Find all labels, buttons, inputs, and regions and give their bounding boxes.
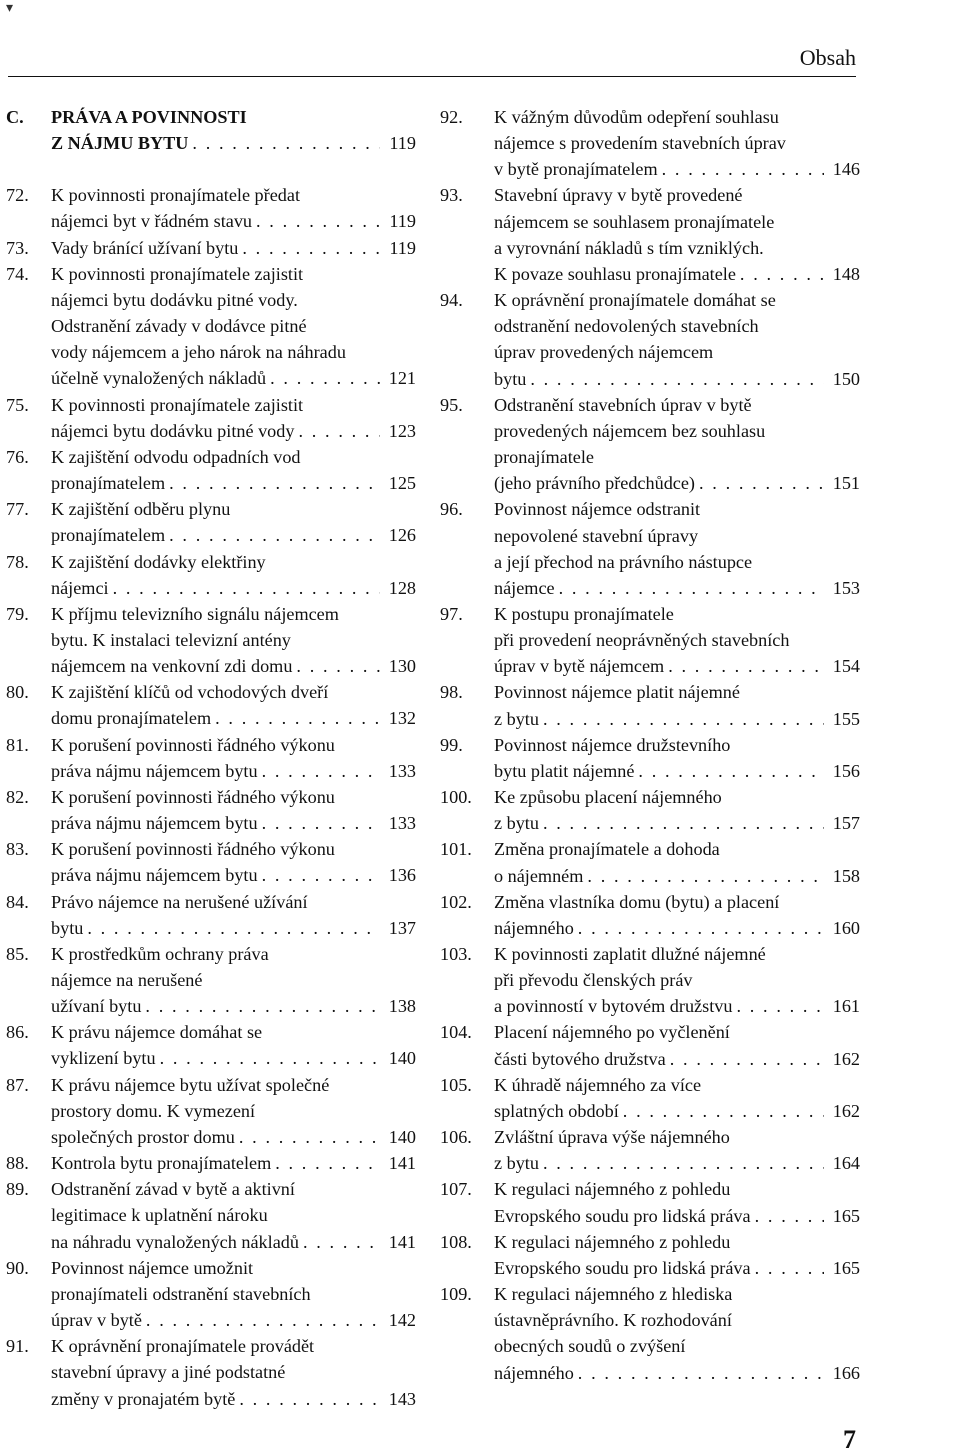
toc-entry-title-line: K právu nájemce domáhat se (51, 1022, 263, 1043)
toc-entry-page: 137 (388, 917, 416, 938)
dot-leader (262, 810, 380, 836)
toc-entry-title-line: bytu. K instalaci televizní antény (51, 629, 291, 650)
toc-entry-title-line: K regulaci nájemného z pohledu (494, 1179, 731, 1200)
toc-entry-page: 150 (832, 368, 860, 389)
dot-leader (256, 208, 380, 234)
toc-entry-title-line: Povinnost nájemce umožnit (51, 1257, 254, 1278)
toc-entry[interactable] (440, 679, 860, 731)
dot-leader (145, 993, 380, 1019)
toc-entry-number: 75. (6, 394, 29, 415)
toc-entry-number: 86. (6, 1022, 29, 1043)
toc-entry-title-line: na náhradu vynaložených nákladů (51, 1231, 299, 1252)
dot-leader (270, 365, 380, 391)
toc-entry-title-line: K oprávnění pronajímatele provádět (51, 1336, 315, 1357)
toc-entry-title-line: Zvláštní úprava výše nájemného (494, 1127, 730, 1148)
toc-entry-title-line: nájemci bytu dodávku pitné vody (51, 420, 295, 441)
toc-entry[interactable] (440, 836, 860, 888)
toc-entry-title-line: K povinnosti pronajímatele zajistit (51, 263, 304, 284)
toc-entry-page: 156 (832, 760, 860, 781)
toc-entry[interactable] (6, 836, 416, 888)
toc-entry-title-line: Povinnost nájemce platit nájemné (494, 682, 740, 703)
toc-entry-title-line: Evropského soudu pro lidská práva (494, 1205, 751, 1226)
toc-entry-title-line: nepovolené stavební úpravy (494, 525, 699, 546)
toc-entry-number: 101. (440, 839, 472, 860)
toc-entry-title-line: Povinnost nájemce odstranit (494, 499, 701, 520)
toc-entry-title-line: pronajímateli odstranění stavebních (51, 1283, 311, 1304)
toc-entry-title-line: Povinnost nájemce družstevního (494, 734, 731, 755)
toc-entry[interactable] (440, 784, 860, 836)
toc-entry-page: 126 (388, 525, 416, 546)
toc-entry[interactable] (6, 1150, 416, 1176)
toc-entry-title-line: vody nájemcem a jeho nárok na náhradu (51, 342, 346, 363)
toc-entry-title-line: Z NÁJMU BYTU (51, 133, 189, 154)
toc-entry-page: 160 (832, 917, 860, 938)
toc-entry-page: 161 (832, 996, 860, 1017)
toc-entry[interactable] (440, 1176, 860, 1228)
dot-leader (275, 1150, 380, 1176)
toc-entry-page: 154 (832, 656, 860, 677)
toc-entry-page: 121 (388, 368, 416, 389)
dot-leader (668, 653, 824, 679)
dot-leader (169, 470, 380, 496)
toc-entry-number: 88. (6, 1153, 29, 1174)
toc-entry-title-line: K porušení povinnosti řádného výkonu (51, 734, 335, 755)
toc-entry-number: 87. (6, 1074, 29, 1095)
toc-entry-page: 123 (388, 420, 416, 441)
toc-entry-number: 73. (6, 237, 29, 258)
toc-entry-page: 151 (832, 473, 860, 494)
toc-entry-title-line: Změna vlastníka domu (bytu) a placení (494, 891, 780, 912)
toc-entry-title-line: práva nájmu nájemcem bytu (51, 813, 258, 834)
toc-entry-page: 164 (832, 1153, 860, 1174)
dot-leader (160, 1045, 380, 1071)
toc-entry-title-line: Změna pronajímatele a dohoda (494, 839, 720, 860)
toc-entry-page: 119 (389, 211, 416, 232)
page-number: 7 (843, 1425, 856, 1454)
toc-entry-title-line: K oprávnění pronajímatele domáhat se (494, 290, 776, 311)
toc-entry-title-line: o nájemném (494, 865, 584, 886)
toc-entry-number: 99. (440, 734, 463, 755)
toc-entry-number: 90. (6, 1257, 29, 1278)
toc-entry-title-line: a povinností v bytovém družstvu (494, 996, 733, 1017)
toc-entry-title-line: Odstranění stavebních úprav v bytě (494, 394, 752, 415)
toc-entry[interactable] (440, 392, 860, 497)
toc-entry[interactable] (440, 941, 860, 1019)
toc-entry-title-line: K zajištění odběru plynu (51, 499, 231, 520)
toc-entry-title-line: obecných soudů o zvýšení (494, 1336, 686, 1357)
toc-entry-title-line: odstranění nedovolených stavebních (494, 316, 759, 337)
dot-leader (578, 915, 824, 941)
toc-entry-title-line: a její přechod na právního nástupce (494, 551, 753, 572)
dot-leader (638, 758, 824, 784)
toc-entry[interactable] (440, 1072, 860, 1124)
toc-entry-number: 85. (6, 943, 29, 964)
toc-entry-title-line: nájemce (494, 577, 555, 598)
toc-entry-number: 102. (440, 891, 472, 912)
dot-leader (303, 1229, 380, 1255)
toc-entry-title-line: užívaní bytu (51, 996, 142, 1017)
toc-entry[interactable] (6, 784, 416, 836)
toc-entry-number: 105. (440, 1074, 472, 1095)
toc-entry-title-line: provedených nájemcem bez souhlasu (494, 420, 766, 441)
toc-entry-page: 165 (832, 1205, 860, 1226)
toc-entry-title-line: pronajímatelem (51, 525, 166, 546)
toc-entry-title-line: nájemného (494, 917, 574, 938)
toc-entry-title-line: K příjmu televizního signálu nájemcem (51, 603, 339, 624)
toc-entry-title-line: změny v pronajatém bytě (51, 1388, 236, 1409)
toc-entry[interactable] (440, 1281, 860, 1386)
toc-entry-title-line: K povinnosti zaplatit dlužné nájemné (494, 944, 766, 964)
toc-entry-number: C. (6, 107, 24, 127)
toc-entry-title-line: K zajištění klíčů od vchodových dveří (51, 682, 329, 703)
dot-leader (543, 1150, 824, 1176)
dot-leader (239, 1386, 380, 1412)
toc-entry-number: 91. (6, 1336, 29, 1357)
toc-entry-number: 84. (6, 891, 29, 912)
toc-entry[interactable] (6, 941, 416, 1019)
toc-entry-page: 133 (388, 813, 416, 834)
toc-entry-page: 140 (388, 1126, 416, 1147)
toc-entry-title-line: v bytě pronajímatelem (494, 159, 658, 180)
toc-entry-page: 132 (388, 708, 416, 729)
dot-leader (262, 758, 380, 784)
dot-leader (736, 993, 824, 1019)
toc-entry-title-line: Stavební úpravy v bytě provedené (494, 185, 743, 206)
toc-entry-page: 146 (832, 159, 860, 180)
toc-entry[interactable] (6, 104, 416, 156)
toc-entry-title-line: K povinnosti pronajímatele předat (51, 185, 301, 206)
toc-entry[interactable] (6, 679, 416, 731)
toc-entry-page: 141 (388, 1231, 416, 1252)
toc-entry[interactable] (6, 496, 416, 548)
dot-leader (146, 1307, 380, 1333)
toc-entry[interactable] (6, 1333, 416, 1411)
toc-entry[interactable] (6, 601, 416, 679)
toc-entry-page: 125 (388, 473, 416, 494)
toc-entry[interactable] (440, 732, 860, 784)
toc-entry-title-line: části bytového družstva (494, 1048, 666, 1069)
dot-leader (699, 470, 824, 496)
dot-leader (192, 130, 380, 156)
dot-leader (543, 706, 824, 732)
toc-entry-title-line: při provedení neoprávněných stavebních (494, 630, 790, 651)
toc-entry-title-line: K prostředkům ochrany práva (51, 943, 269, 964)
toc-entry-number: 78. (6, 551, 29, 572)
toc-entry-number: 80. (6, 682, 29, 703)
toc-entry-title-line: K porušení povinnosti řádného výkonu (51, 839, 335, 860)
toc-entry-title-line: Placení nájemného po vyčlenění (494, 1022, 730, 1043)
toc-entry-title-line: pronajímatele (494, 447, 594, 468)
toc-entry-page: 162 (832, 1048, 860, 1069)
toc-entry-title-line: práva nájmu nájemcem bytu (51, 760, 258, 781)
toc-entry-title-line: bytu (51, 917, 84, 938)
dot-leader (662, 156, 824, 182)
toc-entry-page: 119 (389, 133, 416, 154)
toc-entry-title-line: společných prostor domu (51, 1126, 235, 1147)
toc-entry[interactable] (440, 182, 860, 287)
toc-entry-title-line: nájemcem se souhlasem pronajímatele (494, 211, 775, 232)
toc-entry-number: 72. (6, 185, 29, 206)
toc-entry-title-line: a vyrovnání nákladů s tím vzniklých. (494, 237, 764, 258)
toc-entry-title-line: nájemce s provedením stavebních úprav (494, 133, 786, 154)
toc-entry-title-line: nájemci (51, 577, 109, 598)
toc-entry-number: 107. (440, 1179, 472, 1200)
toc-entry-number: 89. (6, 1179, 29, 1200)
dot-leader (755, 1203, 824, 1229)
toc-entry-number: 82. (6, 786, 29, 807)
dot-leader (755, 1255, 824, 1281)
toc-entry-number: 92. (440, 107, 463, 127)
toc-entry[interactable] (440, 1124, 860, 1176)
running-head-title: Obsah (799, 45, 856, 70)
dot-leader (169, 522, 380, 548)
toc-entry-title-line: K postupu pronajímatele (494, 603, 674, 624)
toc-entry-title-line: úprav v bytě nájemcem (494, 656, 665, 677)
toc-entry-title-line: K regulaci nájemného z pohledu (494, 1231, 731, 1252)
toc-entry-title-line: Odstranění závad v bytě a aktivní (51, 1179, 295, 1200)
toc-entry[interactable] (6, 1255, 416, 1333)
toc-entry-title-line: Ke způsobu placení nájemného (494, 787, 722, 808)
toc-entry-title-line: legitimace k uplatnění nároku (51, 1205, 268, 1226)
dot-leader (215, 705, 380, 731)
toc-entry-title-line: Evropského soudu pro lidská práva (494, 1257, 751, 1278)
toc-entry-number: 97. (440, 603, 463, 624)
toc-right-column (440, 104, 860, 1386)
toc-entry-page: 142 (388, 1310, 416, 1331)
toc-entry-page: 133 (388, 760, 416, 781)
header-rule (8, 76, 856, 77)
dot-leader (530, 366, 824, 392)
toc-entry-title-line: pronajímatelem (51, 473, 166, 494)
toc-entry-page: 153 (832, 577, 860, 598)
toc-entry-number: 76. (6, 446, 29, 467)
dot-leader (740, 261, 824, 287)
toc-left-column (6, 104, 416, 1412)
toc-entry-page: 136 (388, 865, 416, 886)
toc-entry[interactable] (6, 182, 416, 234)
toc-entry-page: 162 (832, 1100, 860, 1121)
toc-entry-number: 83. (6, 839, 29, 860)
toc-entry-title-line: K zajištění odvodu odpadních vod (51, 446, 301, 467)
dot-leader (298, 418, 380, 444)
toc-entry-number: 109. (440, 1284, 472, 1305)
toc-entry-page: 140 (388, 1048, 416, 1069)
toc-entry-title-line: nájemci byt v řádném stavu (51, 211, 253, 232)
toc-entry[interactable] (6, 261, 416, 392)
toc-entry-title-line: K regulaci nájemného z hlediska (494, 1284, 733, 1305)
toc-entry-page: 130 (388, 656, 416, 677)
toc-entry[interactable] (6, 1072, 416, 1150)
toc-entry-title-line: nájemce na nerušené (51, 970, 203, 990)
dot-leader (587, 863, 824, 889)
toc-entry-page: 138 (388, 996, 416, 1017)
toc-entry-title-line: K vážným důvodům odepření souhlasu (494, 107, 779, 127)
toc-entry[interactable] (440, 601, 860, 679)
toc-entry-title-line: Právo nájemce na nerušené užívání (51, 891, 308, 912)
dot-leader (296, 653, 380, 679)
toc-entry-title-line: nájemci bytu dodávku pitné vody. (51, 289, 298, 310)
toc-entry-page: 157 (832, 813, 860, 834)
toc-entry-number: 79. (6, 603, 29, 624)
toc-entry-page: 119 (389, 237, 416, 258)
toc-entry-title-line: bytu (494, 368, 527, 389)
toc-entry-page: 165 (832, 1257, 860, 1278)
dot-leader (670, 1046, 824, 1072)
corner-mark: ▾ (6, 1, 14, 16)
toc-entry-title-line: z bytu (494, 708, 539, 729)
toc-entry-number: 108. (440, 1231, 472, 1252)
toc-entry[interactable] (440, 1019, 860, 1071)
dot-leader (113, 575, 380, 601)
toc-entry[interactable] (440, 889, 860, 941)
toc-entry[interactable] (6, 549, 416, 601)
dot-leader (262, 862, 380, 888)
dot-leader (623, 1098, 824, 1124)
toc-entry[interactable] (440, 1229, 860, 1281)
toc-entry-title-line: Odstranění závady v dodávce pitné (51, 316, 307, 337)
toc-entry-title-line: K povaze souhlasu pronajímatele (494, 263, 736, 284)
toc-entry-title-line: K úhradě nájemného za více (494, 1074, 702, 1095)
toc-entry-number: 98. (440, 682, 463, 703)
toc-entry-title-line: z bytu (494, 813, 539, 834)
toc-entry-number: 106. (440, 1127, 472, 1148)
toc-entry-number: 94. (440, 290, 463, 311)
toc-entry-number: 104. (440, 1022, 472, 1043)
toc-entry-title-line: nájemcem na venkovní zdi domu (51, 656, 293, 677)
toc-entry-title-line: prostory domu. K vymezení (51, 1100, 256, 1121)
toc-entry-title-line: K zajištění dodávky elektřiny (51, 551, 266, 572)
toc-entry-title-line: splatných období (494, 1100, 619, 1121)
toc-entry-title-line: úprav provedených nájemcem (494, 342, 714, 363)
toc-entry-title-line: úprav v bytě (51, 1310, 142, 1331)
toc-entry-title-line: K právu nájemce bytu užívat společné (51, 1074, 330, 1095)
toc-entry[interactable] (440, 496, 860, 601)
toc-entry-title-line: stavební úpravy a jiné podstatné (51, 1362, 286, 1383)
toc-entry-title-line: ústavněprávního. K rozhodování (494, 1310, 732, 1331)
toc-entry-title-line: práva nájmu nájemcem bytu (51, 865, 258, 886)
toc-entry-title-line: (jeho právního předchůdce) (494, 473, 695, 494)
dot-leader (543, 810, 824, 836)
dot-leader (559, 575, 824, 601)
toc-entry-title-line: domu pronajímatelem (51, 708, 212, 729)
toc-entry-title-line: K povinnosti pronajímatele zajistit (51, 394, 304, 415)
toc-entry[interactable] (6, 235, 416, 261)
toc-entry-title-line: bytu platit nájemné (494, 760, 635, 781)
dot-leader (242, 235, 380, 261)
toc-entry-page: 155 (832, 708, 860, 729)
toc-entry[interactable] (6, 444, 416, 496)
toc-entry[interactable] (440, 287, 860, 392)
toc-entry-number: 77. (6, 499, 29, 520)
toc-entry-title-line: K porušení povinnosti řádného výkonu (51, 786, 335, 807)
toc-entry-number: 100. (440, 787, 472, 808)
toc-entry-title-line: Kontrola bytu pronajímatelem (51, 1153, 272, 1174)
toc-entry[interactable] (6, 1019, 416, 1071)
dot-leader (239, 1124, 380, 1150)
toc-entry-page: 143 (388, 1388, 416, 1409)
dot-leader (87, 915, 380, 941)
toc-entry-number: 103. (440, 944, 472, 964)
toc-entry-number: 95. (440, 394, 463, 415)
toc-entry-title-line: při převodu členských práv (494, 970, 693, 991)
toc-entry-number: 96. (440, 499, 463, 520)
toc-entry-page: 166 (832, 1362, 860, 1383)
toc-entry-title-line: vyklizení bytu (51, 1048, 156, 1069)
toc-entry-number: 81. (6, 734, 29, 755)
dot-leader (578, 1360, 824, 1386)
toc-entry-title-line: účelně vynaložených nákladů (51, 368, 267, 389)
toc-entry[interactable] (6, 392, 416, 444)
toc-entry-page: 141 (388, 1153, 416, 1174)
toc-entry-page: 158 (832, 865, 860, 886)
toc-entry-title-line: nájemného (494, 1362, 574, 1383)
toc-entry-title-line: z bytu (494, 1153, 539, 1174)
toc-entry-page: 128 (388, 577, 416, 598)
toc-entry[interactable] (440, 104, 860, 182)
toc-entry[interactable] (6, 889, 416, 941)
toc-entry[interactable] (6, 732, 416, 784)
toc-entry-title-line: PRÁVA A POVINNOSTI (51, 107, 247, 127)
toc-entry-page: 148 (832, 263, 860, 284)
toc-entry-number: 74. (6, 263, 29, 284)
toc-entry-title-line: Vady bránící užívaní bytu (51, 237, 239, 258)
toc-entry[interactable] (6, 1176, 416, 1254)
toc-entry-number: 93. (440, 185, 463, 206)
